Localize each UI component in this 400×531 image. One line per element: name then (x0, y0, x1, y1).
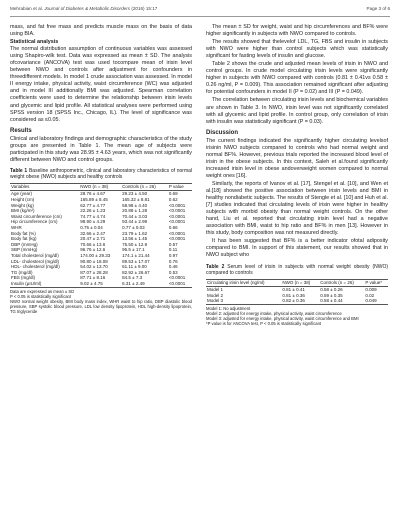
table-cell: 0.81 ± 0.41 (282, 287, 305, 293)
table-footnote: Model 2: adjusted for energy intake, physical activity, waist circumference (206, 310, 342, 316)
table-cell: Insulin (µIU/ml) (10, 281, 79, 287)
table-footnote: P < 0.05 is statistically significant (10, 293, 72, 299)
table-cell: Total cholesterol (mg/dl) (11, 253, 59, 259)
table-cell: <0.0001 (168, 219, 186, 225)
table-cell: <0.0001 (168, 230, 186, 236)
table-header-cell: NWO (n = 38) (281, 279, 319, 287)
table-cell: <0.0001 (168, 213, 186, 219)
table-cell: LDL- cholesterol (mg/dl) (11, 258, 60, 264)
table-cell: 0.57 (168, 241, 178, 247)
table-header-cell: NWO (n = 38) (79, 183, 121, 191)
running-header (10, 6, 390, 16)
table-cell: HDL- cholesterol (mg/dl) (11, 264, 60, 270)
table-cell: Model 3 (206, 298, 281, 304)
table-cell: <0.0001 (168, 208, 186, 214)
table-cell: Height (cm) (11, 197, 35, 203)
table-header-row (206, 279, 388, 287)
table-footnote: Data are expressed as mean ± SD (10, 288, 75, 294)
table-cell: Body fat (%) (11, 230, 36, 236)
table-cell: 0.58 ± 0.44 (319, 298, 364, 304)
table-cell: 0.81 ± 0.36 (282, 292, 305, 298)
table2-footnotes (206, 306, 388, 326)
table-cell: Body fat (kg) (11, 236, 37, 242)
table-cell: 90.80 ± 18.08 (80, 258, 108, 264)
table-cell: Hip circumference (cm) (11, 219, 58, 225)
table-cell: 0.11 (168, 247, 178, 253)
table-cell: 0.69 (168, 191, 178, 197)
table-footnote: Model 1: No adjustment (206, 305, 251, 311)
table-cell: TG (mg/dl) (11, 269, 33, 275)
table-header-cell: Circulating irisin level (ng/ml) (206, 279, 281, 287)
table-cell: 0.59 ± 0.35 (320, 292, 343, 298)
table-header-row (10, 183, 192, 191)
table-cell: 84.5 ± 7.3 (122, 275, 143, 281)
table-cell: Weight (kg) (11, 202, 34, 208)
table-cell: 22.26 ± 1.23 (80, 208, 106, 214)
paragraph: It has been suggested that BF% is a better indicator ofotal adiposity compared to BMI. In support of this statement, our results showed that in NWO subject who (206, 238, 388, 259)
table-cell: 20.47 ± 2.71 (80, 236, 106, 242)
table-cell: 0.53 (168, 269, 178, 275)
table-cell: 28.76 ± 4.67 (80, 191, 106, 197)
table-cell: 98.90 ± 4.29 (80, 219, 106, 225)
table-cell: <0.0001 (168, 236, 186, 242)
statistical-analysis-heading: Statistical analysis (10, 39, 59, 46)
table-cell: FBS (mg/dl) (11, 275, 36, 281)
table-cell: WHR (11, 225, 22, 231)
table-cell: 0.46 (168, 264, 178, 270)
statistical-analysis-paragraph: The normal distribution assumption of continuous variables was assessed using Shapiro-wilk test. Data was expressed as mean ± SD. The analysis ofcovariance (ANCOVA) test was used tocompare mean of irisin level between NWO and controls after adjustment for confounders in threedifferent models. In model 1 crude association was assessed. In model II energy intake, physical activity, waist circumference (WC) was adjusted and in model III additionally BMI was adjusted. Spearman correlation coefficients were used to determine the relationship between irisin levels and glycemic and lipid profile. All statistical analyses were performed using SPSS version 18 (SPSS Inc., Chicago, IL). The level of significance was considered as ≤0.05. (10, 46, 192, 123)
table-cell: 0.58 ± 0.26 (320, 287, 343, 293)
table-header-cell: P value* (364, 279, 388, 287)
table1-caption: Table 1 Baseline anthropometric, clinical and laboratory characteristics of normal weight obese (NWO) subjects and healthy controls (10, 167, 193, 180)
table-row (206, 298, 388, 304)
table-header-cell: Controls (n = 26) (121, 183, 168, 191)
paragraph: Table 2 shows the crude and adjusted mean levels of irisin in NWO and control groups. In crude model circulating irisin levels were significantly higher in subjects with NWO compared with controls (0.81 ± 0.41vs 0.58 ± 0.26 ng/ml, P = 0.009). This association remained significant after adjusting for potential confounders in model II (P = 0.02) and III (P = 0.049). (206, 61, 388, 96)
table-cell: <0.0001 (168, 281, 192, 287)
table-cell: 95.5 ± 17.1 (122, 247, 145, 253)
table-cell: DBP (mmHg) (11, 241, 38, 247)
table-cell: Waist circumference (cm) (11, 213, 62, 219)
table-cell: 89.53 ± 17.07 (122, 258, 150, 264)
table-cell: 13.56 ± 1.45 (122, 236, 148, 242)
table-cell: 32.66 ± 2.47 (80, 230, 106, 236)
table2 (206, 279, 388, 305)
table-cell: 0.009 (365, 287, 377, 293)
table-cell: 0.75 ± 0.04 (80, 225, 103, 231)
table-cell: 20.88 ± 1.28 (122, 208, 148, 214)
results-heading: Results (10, 127, 32, 134)
table1 (10, 183, 192, 288)
table-cell: <0.0001 (168, 275, 186, 281)
paragraph: Similarly, the reports of Ivanov et al. [17], Stengel et al. [10], and Wen et al.[18] showed the positive association between irisin levels and BMI in healthy nondiabetic subjects. The results of Stengle et al. [10] and Huh et al. [7] studies indicated that circulating levels of irisin were higher in healthy subjects with morbid obesity than normal weight controls. On the other hand, Liu et al. reported that circulating irisin level had a negative association with BMI, waist to hip ratio and BF% in men [13]. However in this study, body composition was not measured directly. (206, 180, 388, 237)
table-cell: 0.82 ± 0.36 (281, 298, 319, 304)
table-cell: 93.44 ± 2.99 (122, 219, 148, 225)
table-cell: 0.97 (168, 253, 178, 259)
table-cell: 61.11 ± 9.00 (122, 264, 147, 270)
table-footnote: NWO normal weight obesity, BMI body mass index, WHR waist to hip ratio, DBP diastolic blood pressure, SBP systolic blood pressure, LDL low density lipoprotein, HDL high-density lipoprotein, TG triglyceride (10, 298, 192, 314)
table-cell: 82.92 ± 26.67 (122, 269, 150, 275)
table-cell: 0.77 ± 0.03 (122, 225, 145, 231)
table-cell: 165.32 ± 8.81 (122, 197, 150, 203)
table1-footnotes (10, 289, 192, 314)
table-cell: 87.71 ± 8.16 (80, 275, 106, 281)
discussion-heading: Discussion (206, 129, 239, 136)
table-cell: 0.62 (168, 197, 178, 203)
results-paragraph: Clinical and laboratory findings and demographic characteristics of the study groups are presented in Table 1. The mean age of subjects were participated in this study was 28.95 ± 4.63 years, which was not significantly different between NWO and control groups. (10, 135, 192, 163)
table-cell: Age (year) (11, 191, 33, 197)
paragraph: The current findings indicated the significantly higher circulating levelsof irisinin NWO subjects compared to controls who had normal weight and normal BF%. However, previous trials reported the increased blood level of irisin in the obese subjects. In this context, Saleh et al.found significantly increased irisin level in obese andoverweight women compared to normal weight ones [16]. (206, 137, 388, 179)
table-cell: 165.89 ± 8.45 (80, 197, 108, 203)
intro-paragraph: mass, and fat free mass and predicts muscle mass on the basis of data using BIA. (10, 24, 192, 38)
table-cell: BMI (kg/m²) (11, 208, 35, 214)
table-header-cell: Variables (10, 183, 79, 191)
table-cell: 6.31 ± 2.49 (121, 281, 168, 287)
paragraph: The results showed that thelevelof LDL, TG, FBS and insulin in subjects with NWO were higher than control subjects which was statistically significant for fasting levels of insulin and glucose. (206, 39, 388, 60)
table-cell: 29.23 ± 4.50 (122, 191, 148, 197)
left-column (10, 24, 192, 314)
table-cell: 62.77 ± 4.77 (80, 202, 106, 208)
right-column (206, 24, 388, 326)
table-cell: 0.02 (365, 292, 375, 298)
table-cell: 0.76 (168, 258, 178, 264)
table-cell: 58.98 ± 4.40 (122, 202, 148, 208)
table-cell: 54.02 ± 13.70 (80, 264, 108, 270)
table-cell: 70.66 ± 13.6 (80, 241, 106, 247)
table2-caption: Table 2 Serum level of irisin in subjects with normal weight obesity (NWO) compared to controls (206, 263, 389, 276)
table-cell: 174.00 ± 29.33 (80, 253, 111, 259)
table-footnote: *P value is for ANCOVA test, P < 0.05 is statistically significant (206, 321, 322, 327)
table-cell: 174.1 ± 21.44 (122, 253, 150, 259)
table-cell: 9.02 ± 4.75 (79, 281, 121, 287)
table-cell: Model 1 (207, 287, 224, 293)
table2-body (206, 287, 388, 305)
table-cell: 87.07 ± 28.28 (80, 269, 108, 275)
table-header-cell: Controls (n = 26) (319, 279, 364, 287)
table-cell: 0.66 (168, 225, 178, 231)
table-cell: <0.0001 (168, 202, 186, 208)
header-rule (10, 16, 390, 17)
table-header-cell: P value (168, 183, 192, 191)
table1-body (10, 191, 192, 287)
table-cell: 74.77 ± 4.74 (80, 213, 106, 219)
table-cell: 0.049 (364, 298, 388, 304)
table-cell: 96.76 ± 12.6 (80, 247, 106, 253)
table-cell: 23.79 ± 1.62 (122, 230, 148, 236)
page-number: Page 3 of 6 (366, 6, 390, 11)
table-cell: 75.50 ± 12.9 (122, 241, 148, 247)
paragraph: The correlation between circulating irisin levels and biochemical variables are shown in Table 3. In NWO, irisin level was not significantly correlated with all glycemic and lipid profile. In control group, only correlation of irisin with insulin was statistically significant (P = 0.03). (206, 97, 388, 125)
paragraph: The mean ± SD for weight, waist and hip circumferences and BF% were higher significantly in subjects with NWO compared to controls. (206, 24, 388, 38)
table-cell: Model 2 (207, 292, 224, 298)
table-cell: 70.44 ± 3.03 (122, 213, 148, 219)
citation: Mehrabian et al. Journal of Diabetes & Metabolic Disorders (2016) 15:17 (10, 6, 158, 11)
table-footnote: Model 3: adjusted for energy intake, physical activity, waist circumference and BMI (206, 316, 359, 322)
table-cell: SBP (mmHg) (11, 247, 38, 253)
table-row (10, 281, 192, 287)
